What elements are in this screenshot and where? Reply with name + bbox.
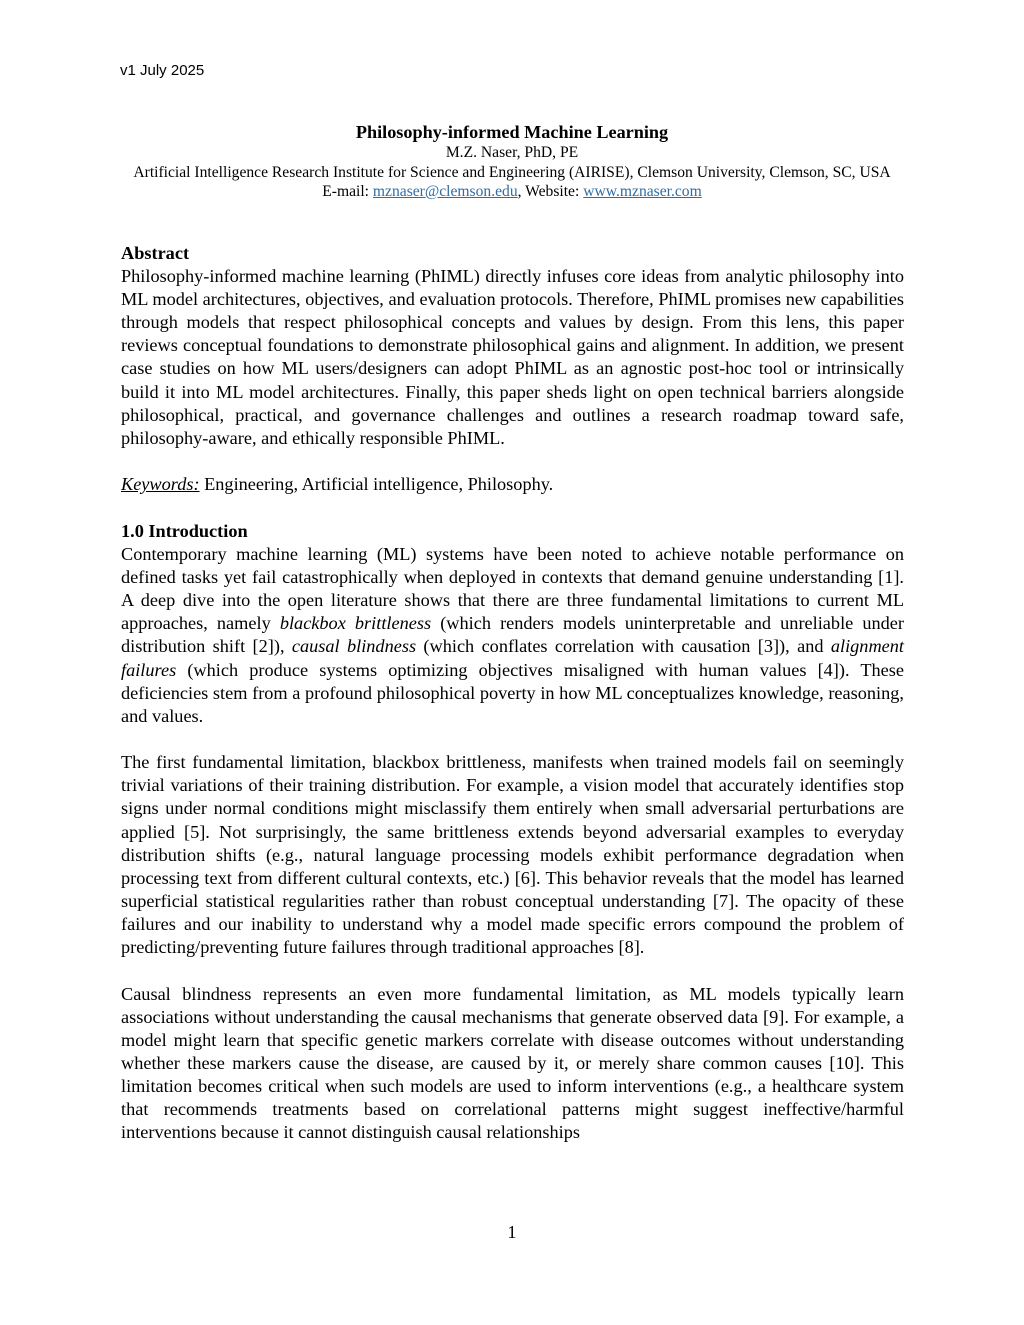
paper-title: Philosophy-informed Machine Learning bbox=[355, 122, 669, 142]
email-label: E-mail: bbox=[322, 183, 373, 200]
intro-p1-text-2: (which renders models uninterpretable and unreliable under distribution shift [2]), bbox=[121, 613, 904, 657]
intro-p1-text-4: (which produce systems optimizing objectives misaligned with human values [4]). These deficiencies stem from a profound philosophical poverty in how ML conceptualizes knowledge, reasoning, and values. bbox=[121, 659, 904, 726]
page-number: 1 bbox=[507, 1222, 517, 1242]
keywords-line bbox=[121, 473, 904, 496]
paper-body bbox=[121, 242, 904, 1144]
keywords-text: Engineering, Artificial intelligence, Philosophy. bbox=[199, 474, 554, 495]
introduction-paragraph-1 bbox=[121, 543, 904, 728]
contact-line bbox=[118, 182, 906, 202]
email-link[interactable]: mznaser@clemson.edu bbox=[372, 183, 518, 200]
term-causal-blindness: causal blindness bbox=[291, 636, 417, 657]
abstract-text: Philosophy-informed machine learning (PhIML) directly infuses core ideas from analytic philosophy into ML model architectures, objectives, and evaluation protocols. Therefore, PhIML promises new capabilities through models that respect philosophical concepts and values by design. From this lens, this paper reviews conceptual foundations to demonstrate philosophical gains and alignment. In addition, we present case studies on how ML users/designers can adopt PhIML as an agnostic post-hoc tool or intrinsically build it into ML model architectures. Finally, this paper sheds light on open technical barriers alongside philosophical, practical, and governance challenges and outlines a research roadmap toward safe, philosophy-aware, and ethically responsible PhIML. bbox=[121, 266, 904, 448]
introduction-paragraph-3: Causal blindness represents an even more fundamental limitation, as ML models typically learn associations without understanding the causal mechanisms that generate observed data [9]. For example, a model might learn that specific genetic markers correlate with disease outcomes without understanding whether these markers cause the disease, are caused by it, or merely share common causes [10]. This limitation becomes critical when such models are used to inform interventions (e.g., a healthcare system that recommends treatments based on correlational patterns might suggest ineffective/harmful interventions because it cannot distinguish causal relationships bbox=[121, 983, 904, 1143]
website-link[interactable]: www.mznaser.com bbox=[583, 183, 702, 200]
term-blackbox-brittleness: blackbox brittleness bbox=[279, 613, 432, 634]
intro-p1-text-1: Contemporary machine learning (ML) systems have been noted to achieve notable performance on defined tasks yet fail catastrophically when deployed in contexts that demand genuine understanding [1]. A deep dive into the open literature shows that there are three fundamental limitations to current ML approaches, namely bbox=[121, 544, 904, 634]
introduction-paragraph-2: The first fundamental limitation, blackbox brittleness, manifests when trained models fail on seemingly trivial variations of their training distribution. For example, a vision model that accurately identifies stop signs under normal conditions might misclassify them entirely when small adversarial perturbations are applied [5]. Not surprisingly, the same brittleness extends beyond adversarial examples to everyday distribution shifts (e.g., natural language processing models exhibit performance degradation when processing text from different cultural contexts, etc.) [6]. This behavior reveals that the model has learned superficial statistical regularities rather than robust conceptual understanding [7]. The opacity of these failures and our inability to understand why a model made specific errors compound the problem of predicting/preventing future failures through traditional approaches [8]. bbox=[121, 752, 904, 958]
version-label: v1 July 2025 bbox=[120, 62, 205, 79]
affiliation-line: Artificial Intelligence Research Institute for Science and Engineering (AIRISE), Clemson University, Clemson, SC, USA bbox=[133, 163, 891, 181]
title-block bbox=[118, 121, 906, 202]
abstract-heading: Abstract bbox=[121, 243, 190, 263]
introduction-heading: 1.0 Introduction bbox=[121, 520, 248, 541]
website-label: , Website: bbox=[517, 183, 584, 200]
term-alignment-failures: alignment failures bbox=[121, 636, 904, 680]
intro-p1-text-3: (which conflates correlation with causation [3]), and bbox=[416, 636, 831, 657]
author-line: M.Z. Naser, PhD, PE bbox=[445, 144, 579, 161]
keywords-label: Keywords: bbox=[121, 474, 200, 495]
